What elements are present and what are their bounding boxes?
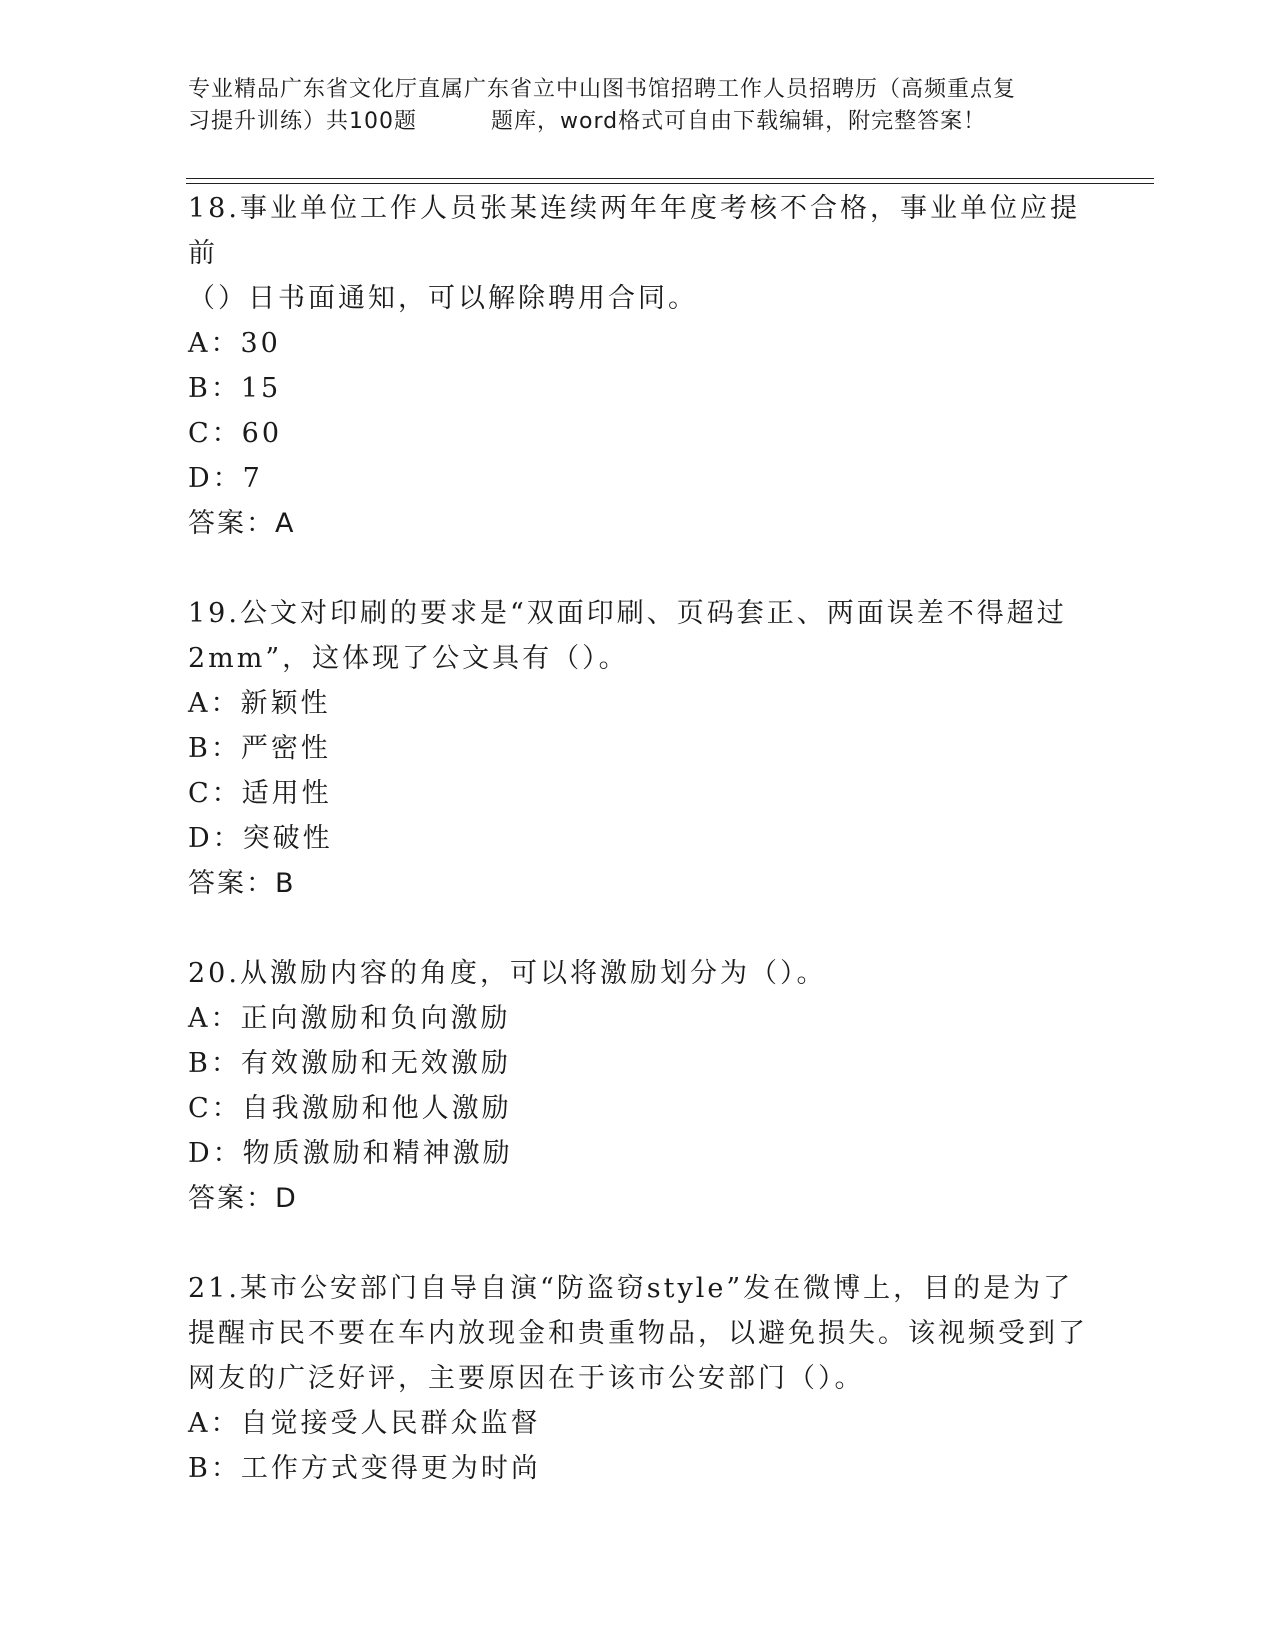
option-b: B：严密性 <box>188 733 331 764</box>
header-line-1: 专业精品广东省文化厅直属广东省立中山图书馆招聘工作人员招聘历（高频重点复 <box>188 77 1017 102</box>
question-stem-line: （）日书面通知，可以解除聘用合同。 <box>188 283 698 314</box>
question-stem-line: 网友的广泛好评，主要原因在于该市公安部门（）。 <box>188 1363 865 1394</box>
option-d: D：突破性 <box>188 823 333 854</box>
question-18 <box>188 186 1088 546</box>
option-b: B：15 <box>188 373 282 404</box>
option-a: A：正向激励和负向激励 <box>188 1003 511 1034</box>
question-20 <box>188 951 1088 1221</box>
option-a: A：新颖性 <box>188 688 331 719</box>
question-stem-line: 提醒市民不要在车内放现金和贵重物品，以避免损失。该视频受到了 <box>188 1318 1088 1349</box>
header-divider-bottom <box>186 183 1154 184</box>
question-stem-line: 2mm”，这体现了公文具有（）。 <box>188 643 629 674</box>
option-c: C：60 <box>188 418 283 449</box>
question-list <box>188 186 1088 1491</box>
question-stem-line: 18.事业单位工作人员张某连续两年年度考核不合格，事业单位应提前 <box>188 193 1080 269</box>
answer-label: 答案：D <box>188 1183 298 1214</box>
option-b: B：工作方式变得更为时尚 <box>188 1453 541 1484</box>
option-d: D：7 <box>188 463 263 494</box>
question-stem-line: 19.公文对印刷的要求是“双面印刷、页码套正、两面误差不得超过 <box>188 598 1067 629</box>
answer-label: 答案：B <box>188 868 296 899</box>
question-19 <box>188 591 1088 906</box>
option-a: A：自觉接受人民群众监督 <box>188 1408 541 1439</box>
option-c: C：适用性 <box>188 778 332 809</box>
header-line-2-part-1: 习提升训练）共100题 <box>188 109 417 134</box>
question-stem-line: 20.从激励内容的角度，可以将激励划分为（）。 <box>188 958 827 989</box>
option-a: A：30 <box>188 328 281 359</box>
option-d: D：物质激励和精神激励 <box>188 1138 513 1169</box>
question-stem-line: 21.某市公安部门自导自演“防盗窃style”发在微博上，目的是为了 <box>188 1273 1074 1304</box>
question-21 <box>188 1266 1088 1491</box>
document-header <box>188 74 1088 138</box>
option-b: B：有效激励和无效激励 <box>188 1048 511 1079</box>
option-c: C：自我激励和他人激励 <box>188 1093 512 1124</box>
header-line-2 <box>188 106 1088 138</box>
answer-label: 答案：A <box>188 508 296 539</box>
header-divider-top <box>186 178 1154 179</box>
header-line-2-part-2: 题库，word格式可自由下载编辑，附完整答案！ <box>491 109 987 134</box>
